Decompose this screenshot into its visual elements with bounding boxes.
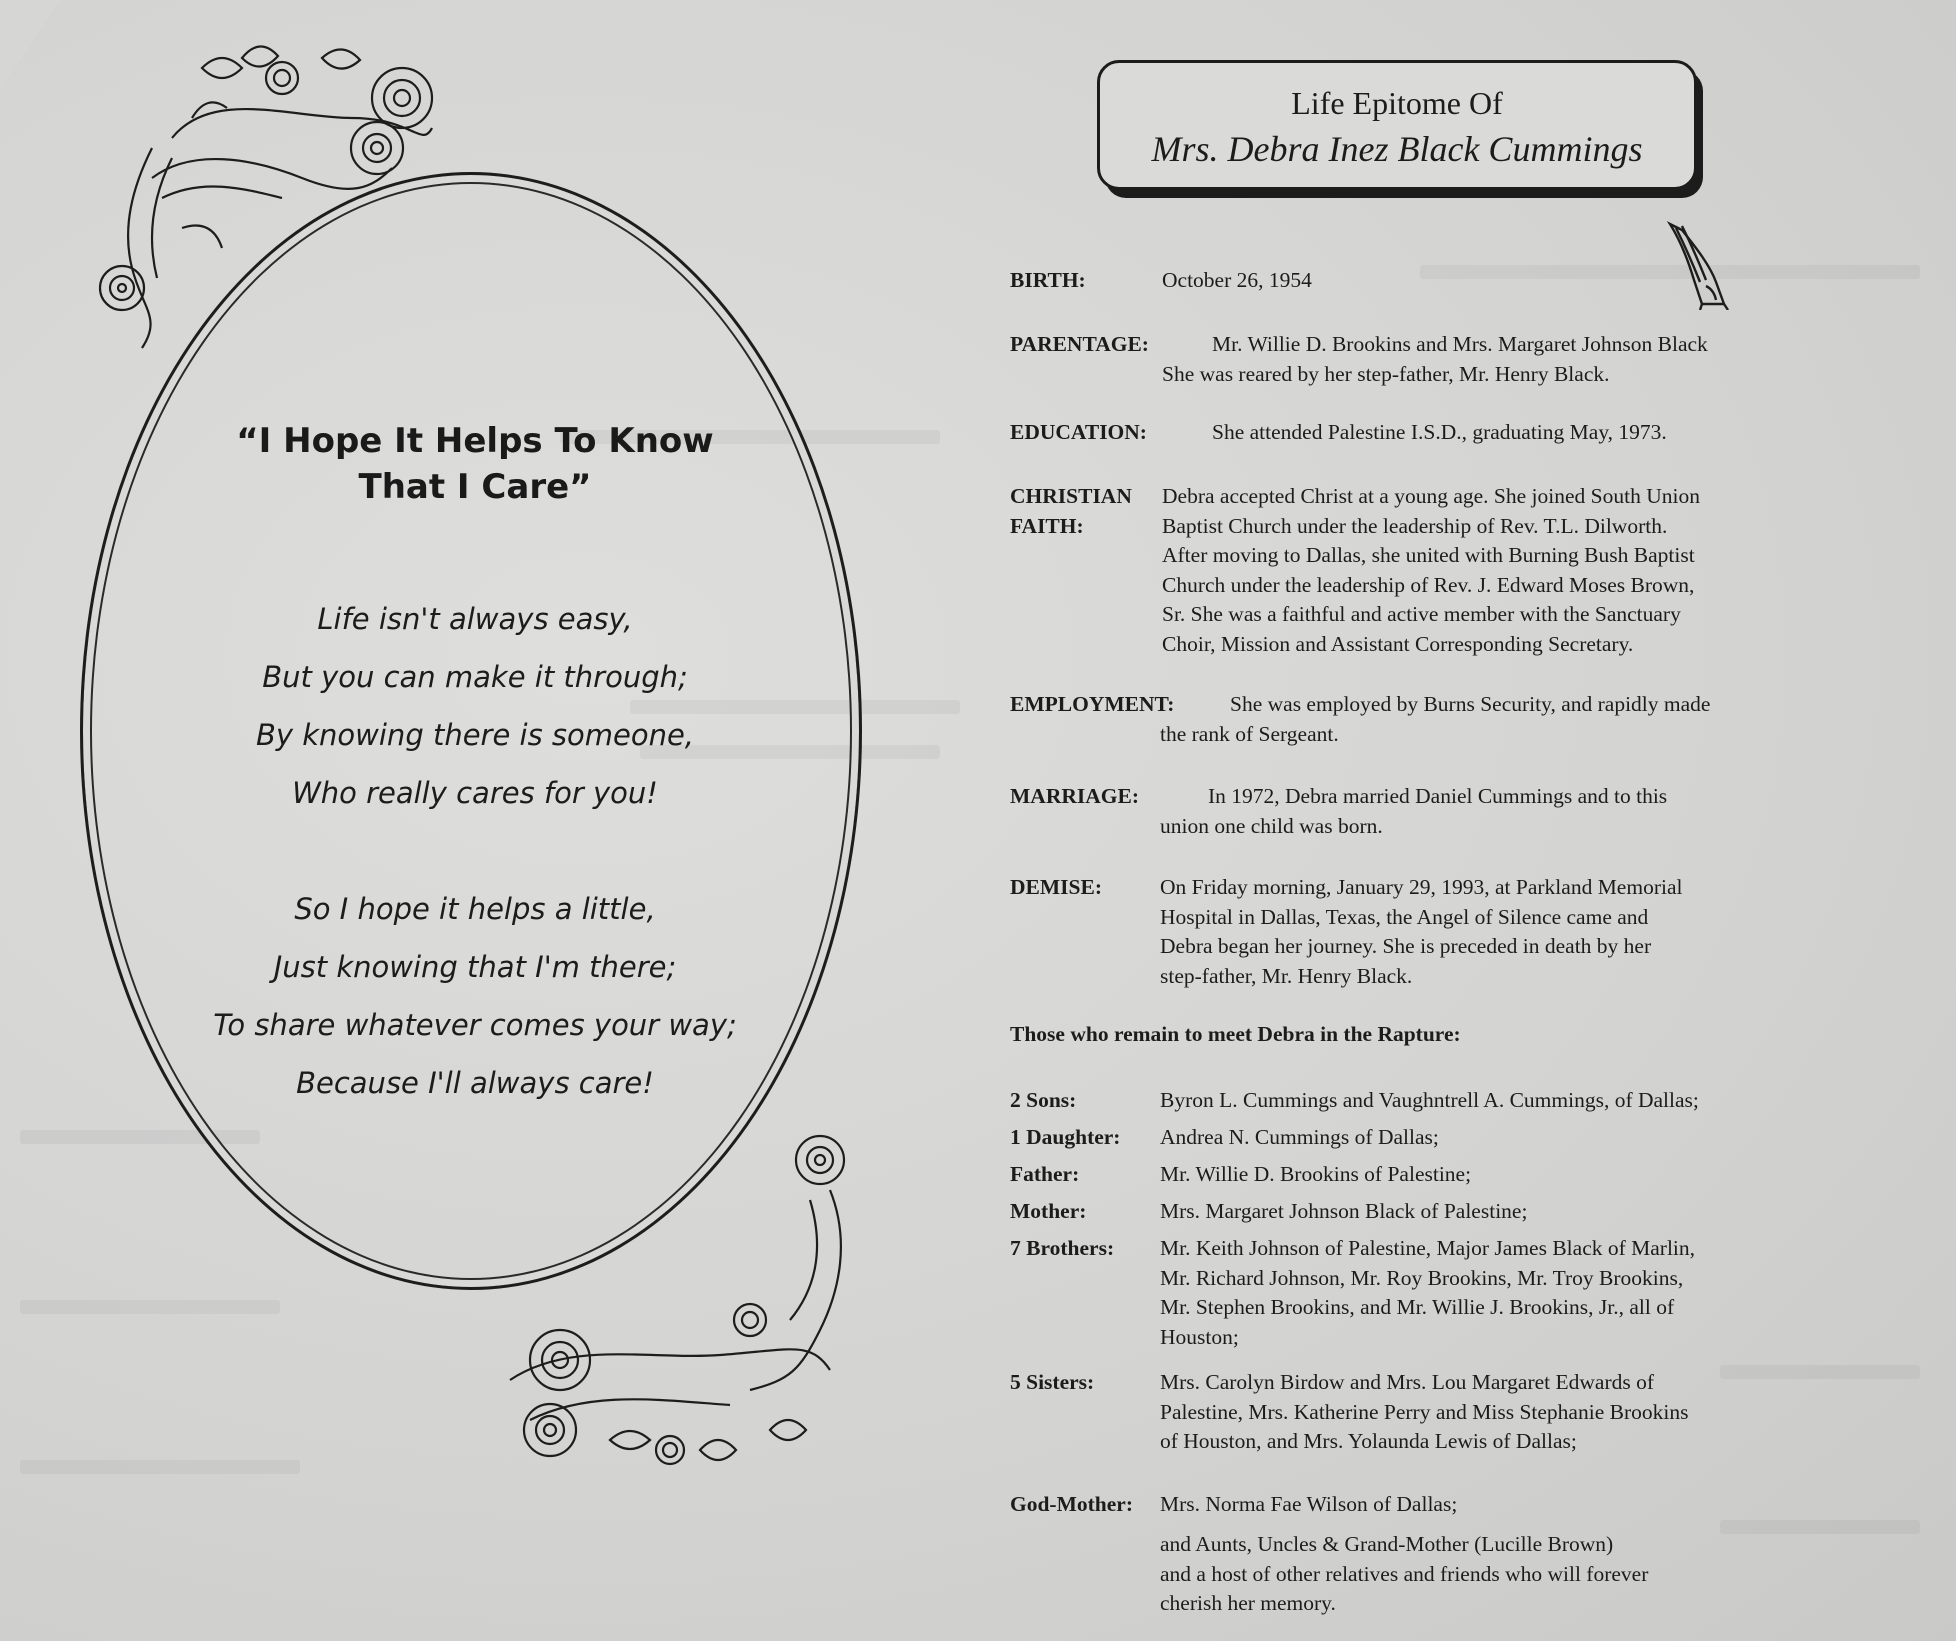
bio-text: She was employed by Burns Security, and rapidly made: [1230, 692, 1711, 716]
bio-marriage: [1010, 782, 1820, 841]
closing-text: and a host of other relatives and friends who will forever: [1160, 1561, 1649, 1586]
survivor-label: Mother:: [1010, 1199, 1087, 1223]
bio-text: Debra accepted Christ at a young age. She joined South Union: [1162, 484, 1700, 508]
survivor-text: Mr. Willie D. Brookins of Palestine;: [1160, 1162, 1472, 1186]
poem-title-line: That I Care”: [358, 467, 592, 507]
poem-body: [160, 590, 790, 1112]
bio-label: DEMISE:: [1010, 875, 1102, 899]
survivor-brothers: [1010, 1234, 1820, 1352]
poem-title-line: “I Hope It Helps To Know: [236, 421, 714, 461]
obituary-title-line1: Life Epitome Of: [1291, 85, 1503, 121]
survivor-label: God-Mother:: [1010, 1492, 1133, 1516]
survivor-text: Mrs. Margaret Johnson Black of Palestine;: [1160, 1199, 1528, 1223]
poem-line: Just knowing that I'm there;: [273, 950, 677, 984]
obituary-title-name: Mrs. Debra Inez Black Cummings: [1151, 129, 1643, 169]
survivor-text: Byron L. Cummings and Vaughntrell A. Cummings, of Dallas;: [1160, 1088, 1699, 1112]
survivor-text: Mr. Stephen Brookins, and Mr. Willie J. Brookins, Jr., all of: [1160, 1295, 1675, 1319]
poem-line: So I hope it helps a little,: [294, 892, 656, 926]
poem-line: Life isn't always easy,: [317, 602, 633, 636]
poem-line: Who really cares for you!: [292, 776, 658, 810]
bio-text: In 1972, Debra married Daniel Cummings and to this: [1208, 784, 1668, 808]
bio-text: Mr. Willie D. Brookins and Mrs. Margaret Johnson Black: [1212, 332, 1708, 356]
bio-text: union one child was born.: [1160, 813, 1383, 838]
survivor-text: Mr. Richard Johnson, Mr. Roy Brookins, Mr. Troy Brookins,: [1160, 1265, 1684, 1290]
survivor-text: Mr. Keith Johnson of Palestine, Major James Black of Marlin,: [1160, 1236, 1696, 1260]
floral-corner-ornament-icon: [490, 1120, 870, 1480]
survivor-text: Mrs. Carolyn Birdow and Mrs. Lou Margaret Edwards of: [1160, 1370, 1655, 1394]
bio-text: On Friday morning, January 29, 1993, at Parkland Memorial: [1160, 875, 1683, 899]
bio-text: She was reared by her step-father, Mr. Henry Black.: [1162, 361, 1610, 386]
bio-christian-faith: [1010, 482, 1820, 659]
obituary-title-box: [1097, 60, 1697, 190]
survivor-label: Father:: [1010, 1162, 1080, 1186]
survivor-text: of Houston, and Mrs. Yolaunda Lewis of Dallas;: [1160, 1429, 1577, 1453]
bio-text: Choir, Mission and Assistant Corresponding Secretary.: [1162, 631, 1634, 656]
bio-text: Debra began her journey. She is preceded in death by her: [1160, 934, 1652, 958]
bio-employment: [1010, 690, 1820, 749]
bio-text: Baptist Church under the leadership of Rev. T.L. Dilworth.: [1162, 513, 1668, 538]
bio-text: October 26, 1954: [1162, 268, 1312, 292]
survivor-godmother: [1010, 1490, 1820, 1520]
survivor-label: 1 Daughter:: [1010, 1125, 1121, 1149]
poem-line: Because I'll always care!: [296, 1066, 654, 1100]
poem-line: To share whatever comes your way;: [213, 1008, 737, 1042]
praying-hands-icon: [1662, 220, 1732, 310]
closing-text: cherish her memory.: [1160, 1591, 1336, 1615]
bio-label: PARENTAGE:: [1010, 332, 1149, 356]
bio-birth: [1010, 266, 1820, 296]
survivor-text: Palestine, Mrs. Katherine Perry and Miss Stephanie Brookins: [1160, 1399, 1689, 1424]
poem-title: [180, 418, 770, 510]
bio-text: Hospital in Dallas, Texas, the Angel of Silence came and: [1160, 904, 1649, 929]
bio-parentage: [1010, 330, 1820, 389]
floral-corner-ornament-icon: [92, 28, 452, 388]
bio-text: After moving to Dallas, she united with Burning Bush Baptist: [1162, 543, 1695, 567]
bio-text: She attended Palestine I.S.D., graduating May, 1973.: [1212, 420, 1667, 444]
closing-text: and Aunts, Uncles & Grand-Mother (Lucille Brown): [1160, 1532, 1614, 1556]
survivor-label: 2 Sons:: [1010, 1088, 1077, 1112]
survivor-mother: [1010, 1197, 1820, 1227]
bio-label: MARRIAGE:: [1010, 784, 1139, 808]
bio-label: CHRISTIAN FAITH:: [1010, 484, 1132, 538]
poem-line: But you can make it through;: [262, 660, 688, 694]
survivor-sons: [1010, 1086, 1820, 1116]
bio-education: [1010, 418, 1820, 448]
survivor-text: Houston;: [1160, 1324, 1239, 1349]
survivors-heading: Those who remain to meet Debra in the Rapture:: [1010, 1022, 1461, 1046]
bio-label: EMPLOYMENT:: [1010, 692, 1175, 716]
bio-text: the rank of Sergeant.: [1160, 721, 1339, 746]
survivor-sisters: [1010, 1368, 1820, 1457]
bio-label: BIRTH:: [1010, 268, 1086, 292]
bio-text: step-father, Mr. Henry Black.: [1160, 963, 1413, 988]
survivor-text: Andrea N. Cummings of Dallas;: [1160, 1125, 1439, 1149]
survivor-label: 5 Sisters:: [1010, 1370, 1095, 1394]
survivor-daughter: [1010, 1123, 1820, 1153]
bio-demise: [1010, 873, 1820, 991]
bio-text: Sr. She was a faithful and active member with the Sanctuary: [1162, 602, 1681, 626]
survivor-label: 7 Brothers:: [1010, 1236, 1115, 1260]
survivor-text: Mrs. Norma Fae Wilson of Dallas;: [1160, 1492, 1458, 1516]
poem-line: By knowing there is someone,: [255, 718, 695, 752]
bio-text: Church under the leadership of Rev. J. Edward Moses Brown,: [1162, 572, 1695, 597]
survivor-father: [1010, 1160, 1820, 1190]
bio-label: EDUCATION:: [1010, 420, 1147, 444]
survivors-closing: [1010, 1530, 1820, 1619]
bleed-through-text: [20, 1460, 300, 1474]
bleed-through-text: [20, 1300, 280, 1314]
